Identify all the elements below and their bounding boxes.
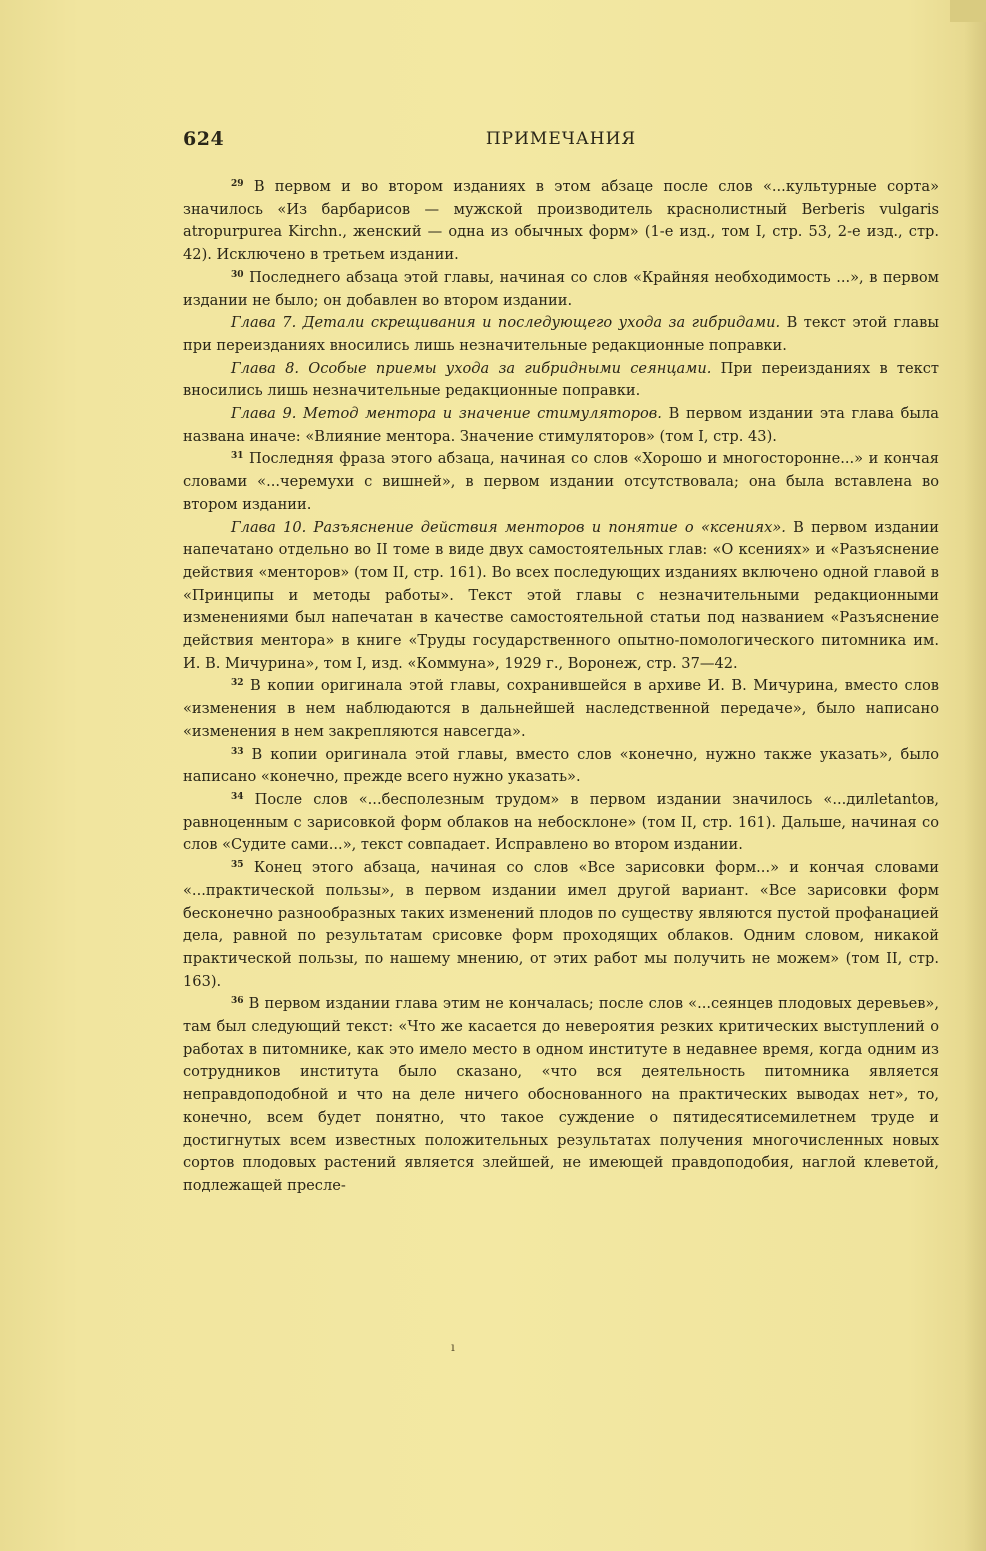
note-paragraph bbox=[183, 744, 939, 789]
page-number: 624 bbox=[183, 128, 225, 150]
note-paragraph bbox=[183, 857, 939, 993]
note-number: 31 bbox=[231, 451, 244, 462]
page-edge-shadow bbox=[964, 0, 986, 1551]
chapter-note-paragraph bbox=[183, 358, 939, 403]
note-number: 32 bbox=[231, 678, 244, 689]
note-text: В копии оригинала этой главы, сохранившейся в архиве И. В. Мичурина, вместо слов «изменения в нем наблюдаются в дальнейшей наследственной передаче», было написано «изменения в нем закрепляются навсегда». bbox=[183, 677, 939, 740]
note-text: В первом и во втором изданиях в этом абзаце после слов «...культурные сорта» значилось «Из барбарисов — мужской производитель краснолистный Berberis vulgaris atropurpurea Kirchn., женский — одна из обычных форм» (1-е изд., том I, стр. 53, 2-е изд., стр. 42). Исключено в третьем издании. bbox=[183, 178, 940, 264]
page-header bbox=[183, 128, 939, 154]
note-number: 33 bbox=[231, 746, 244, 757]
note-number: 30 bbox=[231, 269, 244, 280]
note-paragraph bbox=[183, 267, 939, 312]
note-number: 35 bbox=[231, 860, 244, 871]
note-text: В текст этой главы при переизданиях вносились лишь незначительные редакционные поправки. bbox=[183, 314, 940, 354]
chapter-heading: Глава 10. Разъяснение действия менторов и понятие о «ксениях». bbox=[231, 518, 786, 536]
note-paragraph bbox=[183, 789, 939, 857]
chapter-note-paragraph bbox=[183, 517, 939, 676]
chapter-note-paragraph bbox=[183, 403, 939, 448]
chapter-note-paragraph bbox=[183, 312, 939, 357]
chapter-heading: Глава 7. Детали скрещивания и последующего ухода за гибридами. bbox=[231, 314, 781, 332]
note-text: В копии оригинала этой главы, вместо слов «конечно, нужно также указать», было написано «конечно, прежде всего нужно указать». bbox=[183, 745, 939, 786]
note-number: 36 bbox=[231, 996, 244, 1007]
note-text: Последняя фраза этого абзаца, начиная со слов «Хорошо и многосторонне...» и кончая словами «...черемухи с вишней», в первом издании отсутствовала; она была вставлена во втором издании. bbox=[183, 450, 939, 513]
note-paragraph bbox=[183, 993, 939, 1197]
note-text: После слов «...бесполезным трудом» в первом издании значилось «...дилletantов, равноценным с зарисовкой форм облаков на небосклоне» (том II, стр. 161). Дальше, начиная со слов «Судите сами...», текст совпадает. Исправлено во втором издании. bbox=[183, 790, 940, 854]
notes-body bbox=[183, 176, 939, 1198]
note-text: В первом издании напечатано отдельно во II томе в виде двух самостоятельных глав: «О ксениях» и «Разъяснение действия «менторов» (том II, стр. 161). Во всех последующих изданиях включено одной главой в «Принципы и методы работы». Текст этой главы с незначительными редакционными изменениями был напечатан в качестве самостоятельной статьи под названием «Разъяснение действия ментора» в книге «Труды государственного опытно-помологического питомника им. И. В. Мичурина», том I, изд. «Коммуна», 1929 г., Воронеж, стр. 37—42. bbox=[183, 518, 939, 672]
chapter-heading: Глава 8. Особые приемы ухода за гибридными сеянцами. bbox=[231, 359, 712, 377]
note-text: В первом издании глава этим не кончалась; после слов «...сеянцев плодовых деревьев», там был следующий текст: «Что же касается до невероятия резких критических выступлений о работах в питомнике, как это имело место в одном институте в недавнее время, когда одним из сотрудников института было сказано, «что вся деятельность питомника является неправдоподобной и что на деле ничего обоснованного на практических выводах нет», то, конечно, всем будет понятно, что такое суждение о пятидесятисемилетнем труде и достигнутых всем известных положительных результатах получения многочисленных новых сортов плодовых растений является злейшей, не имеющей правдоподобия, наглой клеветой, подлежащей пресле- bbox=[183, 995, 939, 1194]
note-number: 34 bbox=[231, 791, 244, 802]
note-paragraph bbox=[183, 176, 939, 267]
note-text: Конец этого абзаца, начиная со слов «Все зарисовки форм...» и кончая словами «...практической пользы», в первом издании имел другой вариант. «Все зарисовки форм бесконечно разнообразных таких изменений плодов по существу являются пустой профанацией дела, равной по результатам срисовке форм проходящих облаков. Одним словом, никакой практической пользы, по нашему мнению, от этих работ мы получить не можем» (том II, стр. 163). bbox=[183, 859, 939, 990]
note-paragraph bbox=[183, 448, 939, 516]
print-mark: ı bbox=[451, 1340, 455, 1354]
page-corner-shade bbox=[950, 0, 986, 22]
note-number: 29 bbox=[231, 179, 244, 189]
note-text: При переизданиях в текст вносились лишь незначительные редакционные поправки. bbox=[183, 359, 939, 400]
note-text: Последнего абзаца этой главы, начиная со слов «Крайняя необходимость ...», в первом издании не было; он добавлен во втором издании. bbox=[183, 268, 940, 309]
running-title: ПРИМЕЧАНИЯ bbox=[485, 129, 637, 149]
chapter-heading: Глава 9. Метод ментора и значение стимуляторов. bbox=[231, 405, 662, 423]
note-text: В первом издании эта глава была названа иначе: «Влияние ментора. Значение стимуляторов» (том I, стр. 43). bbox=[183, 405, 940, 445]
note-paragraph bbox=[183, 675, 939, 743]
